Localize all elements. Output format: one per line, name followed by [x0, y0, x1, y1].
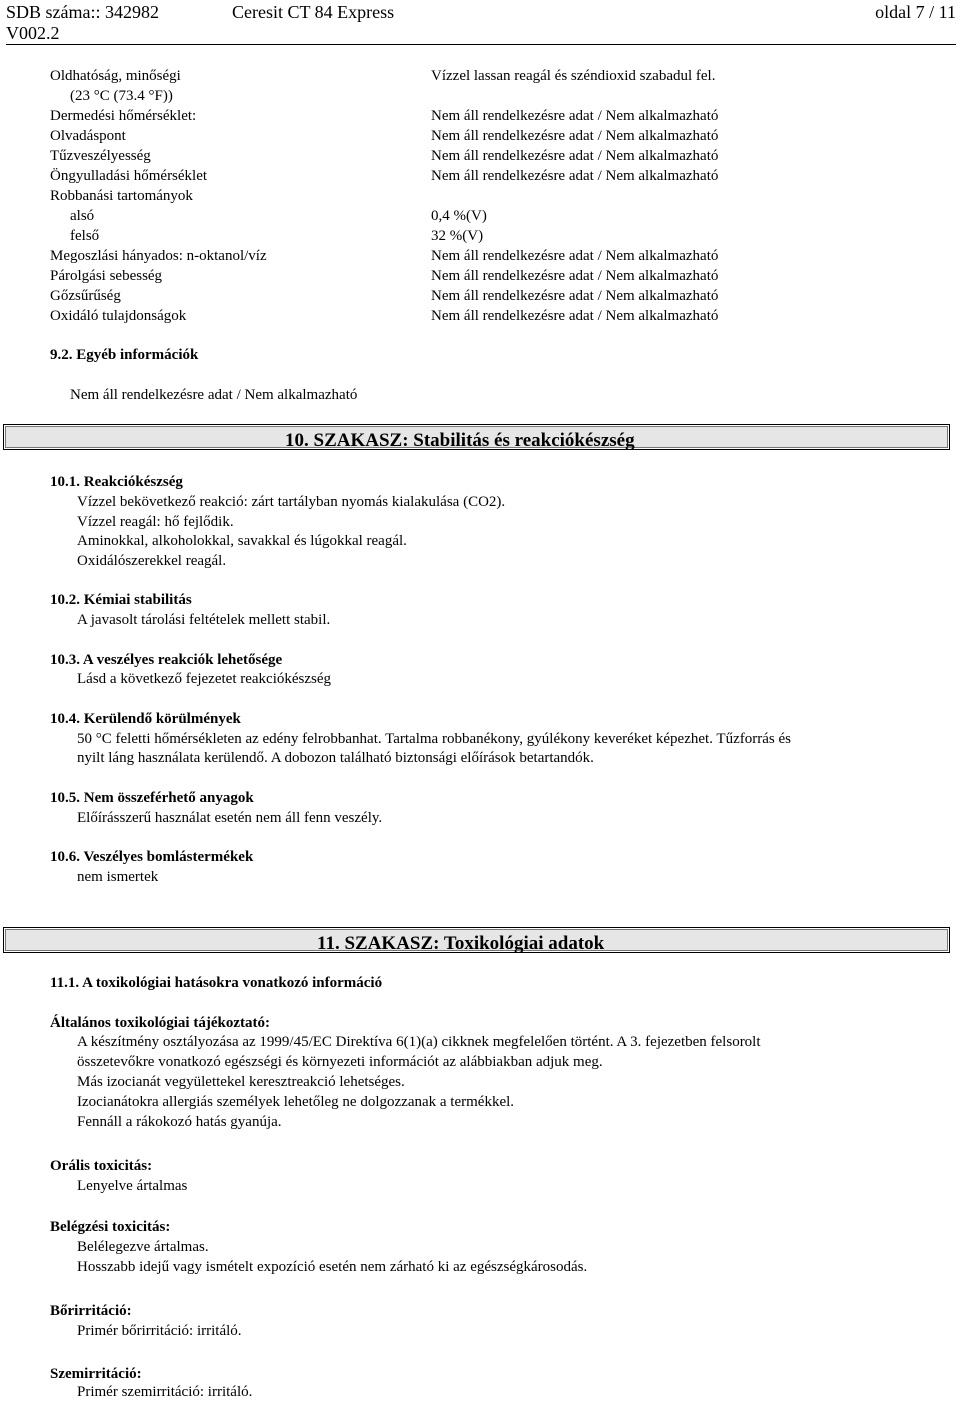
sdb-number: SDB száma:: 342982 [6, 2, 159, 22]
property-label: felső [70, 228, 100, 244]
subsection-title: 10.5. Nem összeférhető anyagok [50, 790, 254, 806]
body-text: A javasolt tárolási feltételek mellett stabil. [77, 612, 331, 628]
body-text: Lenyelve ártalmas [77, 1178, 188, 1194]
body-text: Primér szemirritáció: irritáló. [77, 1384, 253, 1400]
property-label: Dermedési hőmérséklet: [50, 108, 197, 124]
property-value: Nem áll rendelkezésre adat / Nem alkalmazható [431, 148, 719, 164]
property-label: (23 °C (73.4 °F)) [70, 88, 173, 104]
subsection-title: 11.1. A toxikológiai hatásokra vonatkozó információ [50, 975, 383, 991]
body-text: Más izocianát vegyülettekel keresztreakció lehetséges. [77, 1074, 405, 1090]
body-text: Fennáll a rákokozó hatás gyanúja. [77, 1114, 282, 1130]
section-title: 10. SZAKASZ: Stabilitás és reakciókészség [285, 430, 635, 451]
subsection-title: 10.3. A veszélyes reakciók lehetősége [50, 652, 283, 668]
property-label: Olvadáspont [50, 128, 126, 144]
subsection-title: 10.6. Veszélyes bomlástermékek [50, 849, 254, 865]
property-value: Nem áll rendelkezésre adat / Nem alkalmazható [431, 268, 719, 284]
body-text: nem ismertek [77, 869, 159, 885]
body-text: A készítmény osztályozása az 1999/45/EC Direktíva 6(1)(a) cikknek megfelelően történt. A 3. fejezetben felsorolt [77, 1034, 761, 1050]
subsection-text: Nem áll rendelkezésre adat / Nem alkalmazható [70, 387, 358, 403]
property-label: Oxidáló tulajdonságok [50, 308, 187, 324]
section-11-bar [3, 927, 950, 953]
section-10-bar [3, 424, 950, 450]
property-value: 0,4 %(V) [431, 208, 487, 224]
subsection-title: 10.2. Kémiai stabilitás [50, 592, 192, 608]
subsection-title: Belégzési toxicitás: [50, 1219, 171, 1235]
subsection-title: Szemirritáció: [50, 1366, 142, 1382]
property-label: Tűzveszélyesség [50, 148, 151, 164]
property-value: Nem áll rendelkezésre adat / Nem alkalmazható [431, 168, 719, 184]
subsection-title: 9.2. Egyéb információk [50, 347, 199, 363]
property-value: Nem áll rendelkezésre adat / Nem alkalmazható [431, 308, 719, 324]
property-label: Robbanási tartományok [50, 188, 193, 204]
subsection-title: Bőrirritáció: [50, 1303, 132, 1319]
property-label: Gőzsűrűség [50, 288, 121, 304]
body-text: Belélegezve ártalmas. [77, 1239, 209, 1255]
property-label: alsó [70, 208, 95, 224]
body-text: összetevőkre vonatkozó egészségi és környezeti információt az alábbiakban adjuk meg. [77, 1054, 603, 1070]
body-text: Vízzel reagál: hő fejlődik. [77, 514, 234, 530]
property-label: Párolgási sebesség [50, 268, 163, 284]
property-value: Nem áll rendelkezésre adat / Nem alkalmazható [431, 288, 719, 304]
body-text: Oxidálószerekkel reagál. [77, 553, 227, 569]
body-text: Vízzel bekövetkező reakció: zárt tartályban nyomás kialakulása (CO2). [77, 494, 506, 510]
body-text: Hosszabb idejű vagy ismételt expozíció esetén nem zárható ki az egészségkárosodás. [77, 1259, 588, 1275]
property-value: Nem áll rendelkezésre adat / Nem alkalmazható [431, 248, 719, 264]
subsection-title: 10.1. Reakciókészség [50, 474, 183, 490]
subsection-title: Általános toxikológiai tájékoztató: [50, 1015, 270, 1031]
subsection-title: Orális toxicitás: [50, 1158, 153, 1174]
property-value: Nem áll rendelkezésre adat / Nem alkalmazható [431, 128, 719, 144]
page-info: oldal 7 / 11 [875, 2, 956, 22]
property-value: Nem áll rendelkezésre adat / Nem alkalmazható [431, 108, 719, 124]
body-text: nyilt láng használata kerülendő. A dobozon található biztonsági előírások betartandók. [77, 750, 594, 766]
body-text: Primér bőrirritáció: irritáló. [77, 1323, 242, 1339]
property-label: Öngyulladási hőmérséklet [50, 168, 208, 184]
version: V002.2 [6, 23, 60, 43]
body-text: Lásd a következő fejezetet reakciókészség [77, 671, 332, 687]
section-title: 11. SZAKASZ: Toxikológiai adatok [317, 933, 605, 954]
product-name: Ceresit CT 84 Express [232, 2, 395, 22]
property-value: Vízzel lassan reagál és széndioxid szabadul fel. [431, 68, 716, 84]
body-text: Előírásszerű használat esetén nem áll fenn veszély. [77, 810, 383, 826]
property-value: 32 %(V) [431, 228, 484, 244]
property-label: Megoszlási hányados: n-oktanol/víz [50, 248, 267, 264]
body-text: 50 °C feletti hőmérsékleten az edény felrobbanhat. Tartalma robbanékony, gyúlékony keveréket képezhet. Tűzforrás és [77, 731, 791, 747]
subsection-title: 10.4. Kerülendő körülmények [50, 711, 241, 727]
body-text: Izocianátokra allergiás személyek lehetőleg ne dolgozzanak a termékkel. [77, 1094, 515, 1110]
property-label: Oldhatóság, minőségi [50, 68, 181, 84]
body-text: Aminokkal, alkoholokkal, savakkal és lúgokkal reagál. [77, 533, 407, 549]
page-header [6, 0, 956, 45]
